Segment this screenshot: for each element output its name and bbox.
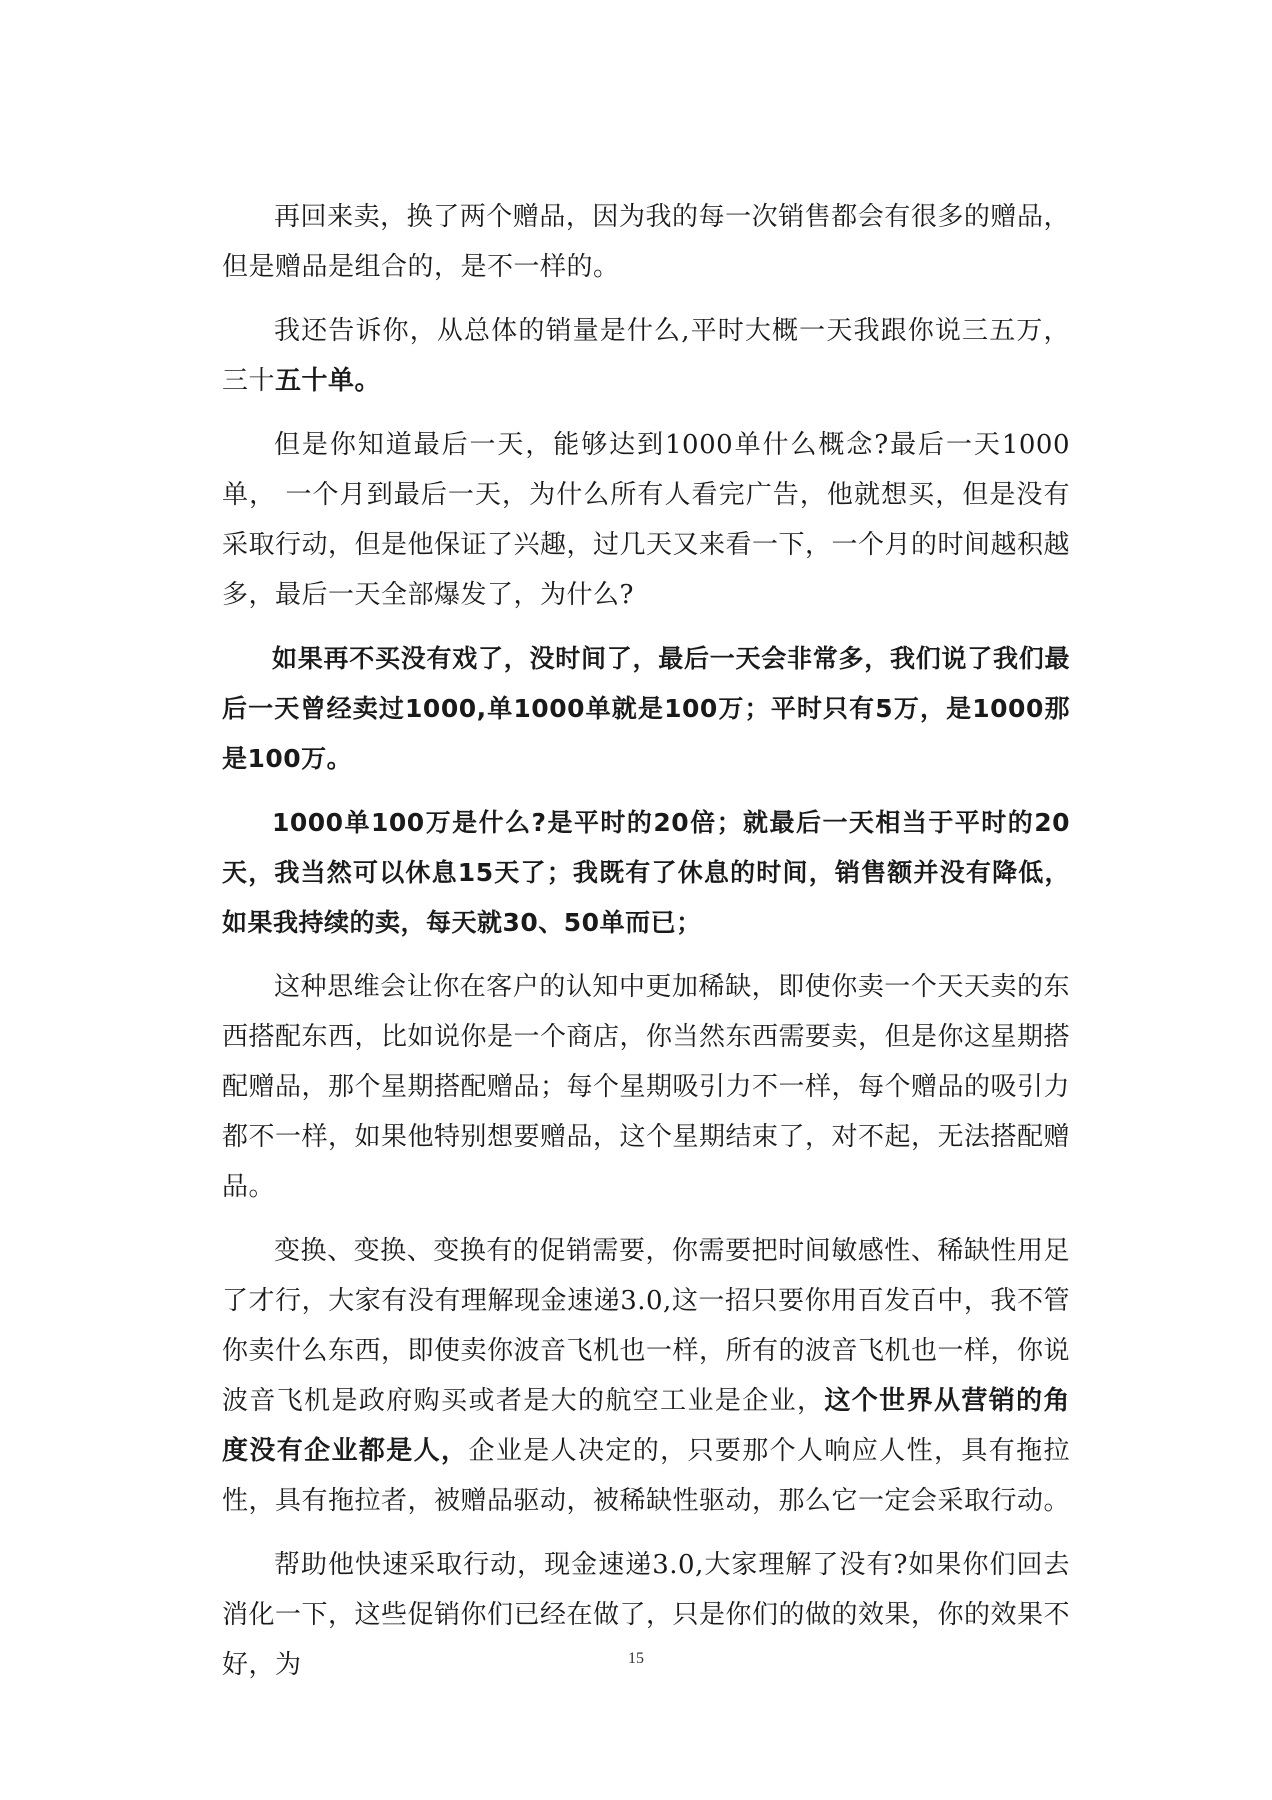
paragraph-1-run-1: 再回来卖，换了两个赠品，因为我的每一次销售都会有很多的赠品，但是赠品是组合的，是不一样的。 — [222, 202, 1070, 282]
page-number: 15 — [628, 1650, 644, 1667]
paragraph-7-run-2-bold: 这个世界从营销的角度没有企业都是人， — [222, 1386, 1070, 1466]
paragraph-7-run-3: 企业是人决定的，只要那个人响应人性，具有拖拉性，具有拖拉者，被赠品驱动，被稀缺性驱动，那么它一定会采取行动。 — [222, 1436, 1071, 1516]
paragraph-2-run-1: 我还告诉你，从总体的销量是什么,平时大概一天我跟你说三五万，三十 — [222, 316, 1070, 396]
paragraph-3 — [222, 420, 1070, 620]
paragraph-2-run-2-bold: 五十单。 — [275, 366, 382, 396]
paragraph-7 — [222, 1226, 1070, 1526]
paragraph-2 — [222, 306, 1070, 406]
paragraph-8-run-1: 帮助他快速采取行动，现金速递3.0,大家理解了没有?如果你们回去消化一下，这些促销你们已经在做了，只是你们的做的效果，你的效果不好，为 — [222, 1550, 1071, 1680]
paragraph-5-bold — [222, 798, 1070, 948]
paragraph-3-run-1: 但是你知道最后一天，能够达到1000单什么概念?最后一天1000单， 一个月到最后一天，为什么所有人看完广告，他就想买，但是没有采取行动，但是他保证了兴趣，过几天又来看一下，一个月的时间越积越多，最后一天全部爆发了，为什么? — [222, 430, 1071, 610]
paragraph-6 — [222, 962, 1070, 1212]
paragraph-4-run-1: 如果再不买没有戏了，没时间了，最后一天会非常多，我们说了我们最后一天曾经卖过1000,单1000单就是100万；平时只有5万，是1000那是100万。 — [222, 644, 1070, 773]
paragraph-5-run-1: 1000单100万是什么?是平时的20倍；就最后一天相当于平时的20天，我当然可以休息15天了；我既有了休息的时间，销售额并没有降低，如果我持续的卖，每天就30、50单而已； — [222, 808, 1070, 937]
paragraph-1 — [222, 192, 1070, 292]
document-body — [222, 192, 1070, 1704]
paragraph-7-run-1: 变换、变换、变换有的促销需要，你需要把时间敏感性、稀缺性用足了才行，大家有没有理解现金速递3.0,这一招只要你用百发百中，我不管你卖什么东西，即使卖你波音飞机也一样，所有的波音飞机也一样，你说波音飞机是政府购买或者是大的航空工业是企业， — [222, 1236, 1071, 1416]
paragraph-4-bold — [222, 634, 1070, 784]
paragraph-6-run-1: 这种思维会让你在客户的认知中更加稀缺，即使你卖一个天天卖的东西搭配东西，比如说你是一个商店，你当然东西需要卖，但是你这星期搭配赠品，那个星期搭配赠品；每个星期吸引力不一样，每个赠品的吸引力都不一样，如果他特别想要赠品，这个星期结束了，对不起，无法搭配赠品。 — [222, 972, 1071, 1202]
